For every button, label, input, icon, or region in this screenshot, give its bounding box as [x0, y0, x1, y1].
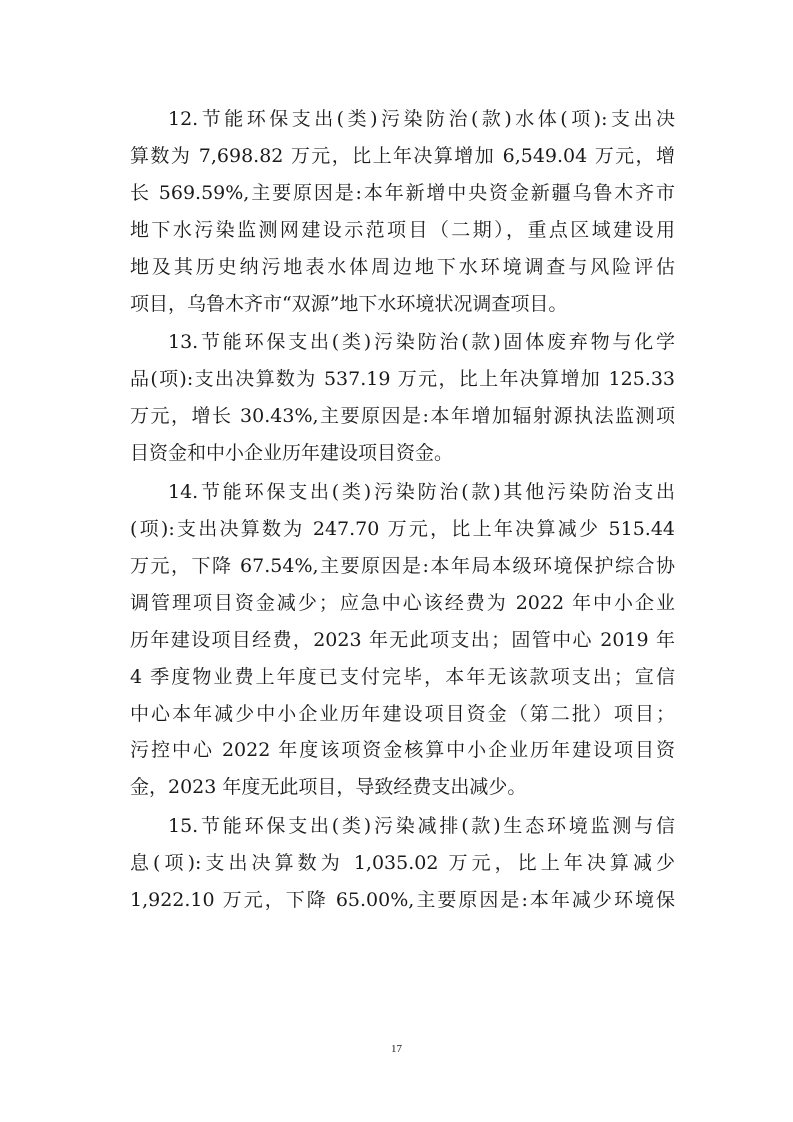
text-line: 万元，下降 67.54%,主要原因是:本年局本级环境保护综合协	[130, 554, 675, 577]
text-line: 1,922.10 万元，下降 65.00%,主要原因是:本年减少环境保	[130, 889, 675, 912]
paragraph-13	[130, 324, 675, 472]
text-line: 污控中心 2022 年度该项资金核算中小企业历年建设项目资	[130, 739, 675, 762]
text-line: 品(项):支出决算数为 537.19 万元，比上年决算增加 125.33	[130, 368, 675, 391]
text-line: 12.节能环保支出(类)污染防治(款)水体(项):支出决	[168, 108, 675, 130]
text-line: 项目，乌鲁木齐市“双源”地下水环境状况调查项目。	[130, 292, 568, 315]
paragraph-14	[130, 474, 675, 806]
text-line: 中心本年减少中小企业历年建设项目资金（第二批）项目；	[130, 702, 675, 725]
document-body	[130, 101, 675, 921]
text-line: 目资金和中小企业历年建设项目资金。	[130, 442, 454, 465]
text-line: 13.节能环保支出(类)污染防治(款)固体废弃物与化学	[168, 331, 675, 354]
text-line: 15.节能环保支出(类)污染减排(款)生态环境监测与信	[168, 815, 675, 838]
text-line: 14.节能环保支出(类)污染防治(款)其他污染防治支出	[168, 481, 675, 504]
text-line: 万元，增长 30.43%,主要原因是:本年增加辐射源执法监测项	[130, 405, 675, 428]
text-line: 调管理项目资金减少；应急中心该经费为 2022 年中小企业	[130, 591, 675, 614]
text-line: 长 569.59%,主要原因是:本年新增中央资金新疆乌鲁木齐市	[130, 181, 675, 204]
text-line: 金，2023 年度无此项目，导致经费支出减少。	[130, 776, 527, 799]
paragraph-12	[130, 101, 675, 322]
text-line: 历年建设项目经费，2023 年无此项支出；固管中心 2019 年	[130, 628, 675, 651]
text-line: 地下水污染监测网建设示范项目（二期），重点区域建设用	[130, 218, 675, 241]
paragraph-15	[130, 808, 675, 919]
text-line: (项):支出决算数为 247.70 万元，比上年决算减少 515.44	[130, 517, 675, 540]
text-line: 地及其历史纳污地表水体周边地下水环境调查与风险评估	[130, 255, 675, 278]
text-line: 算数为 7,698.82 万元，比上年决算增加 6,549.04 万元，增	[130, 144, 675, 167]
page-number: 17	[391, 1043, 402, 1055]
text-line: 息(项):支出决算数为 1,035.02 万元，比上年决算减少	[130, 852, 675, 875]
text-line: 4 季度物业费上年度已支付完毕，本年无该款项支出；宣信	[130, 665, 675, 688]
